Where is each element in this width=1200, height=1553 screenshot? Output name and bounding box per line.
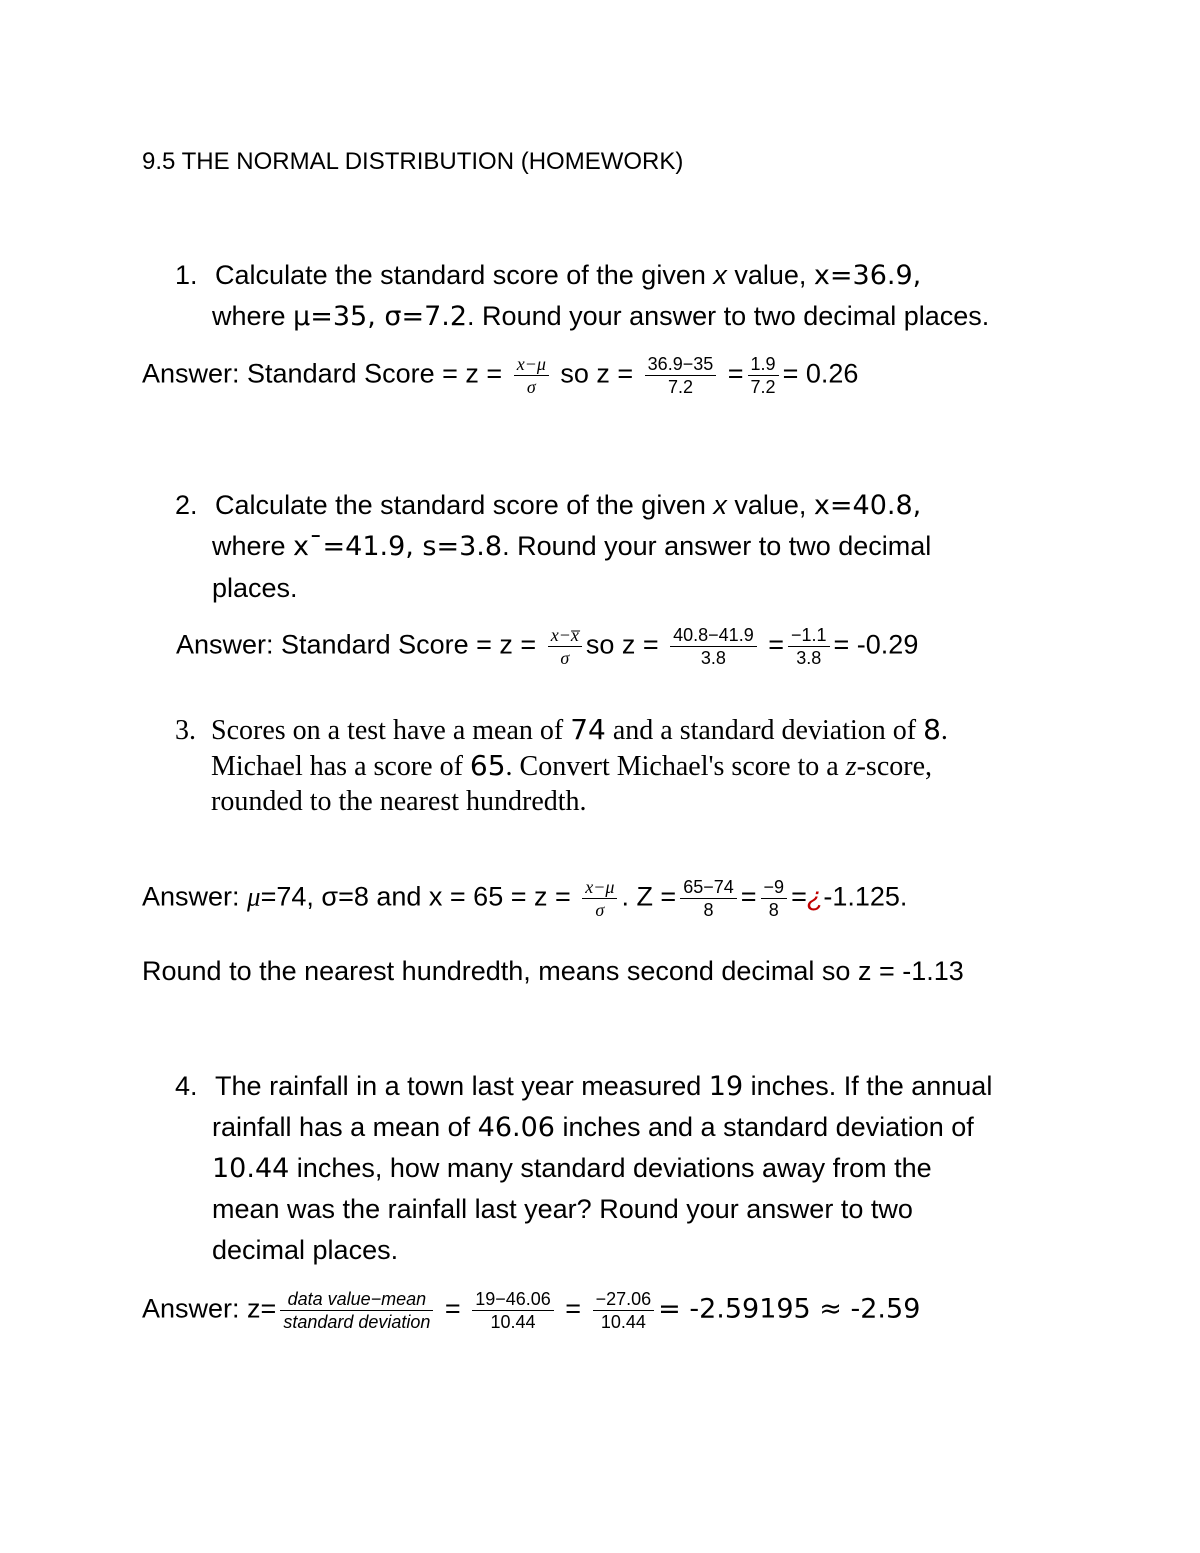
question-4-text-c: rainfall has a mean of xyxy=(212,1112,478,1142)
answer-3-simplified-numerator: −9 xyxy=(761,878,788,899)
question-3-text-d: Michael has a score of xyxy=(211,751,470,782)
answer-1-formula-numerator: x−μ xyxy=(514,355,549,376)
question-1-text-b: value, xyxy=(726,260,814,290)
question-3-text-f: -score, xyxy=(856,751,933,782)
answer-3-result: -1.125. xyxy=(823,881,908,912)
answer-4-simplified xyxy=(593,1290,655,1331)
answer-2-substitution xyxy=(670,626,757,667)
answer-4-formula-denominator: standard deviation xyxy=(283,1312,431,1332)
answer-2-formula xyxy=(548,626,582,667)
question-2-number: 2. xyxy=(175,490,198,520)
question-4-value-2: 46.06 xyxy=(477,1112,555,1143)
answer-1-equals: = xyxy=(720,358,744,389)
answer-4-prefix: Answer: z= xyxy=(142,1293,277,1324)
question-3-text-e: . Convert Michael's score to a xyxy=(505,751,846,782)
question-2-text-d: . Round your answer to two decimal xyxy=(502,531,932,561)
question-4-line-5: decimal places. xyxy=(212,1235,399,1265)
question-4-line-3 xyxy=(212,1155,932,1182)
answer-4-equals-1: = xyxy=(437,1293,469,1324)
answer-3-mu: μ xyxy=(247,881,261,912)
answer-1-substitution-numerator: 36.9−35 xyxy=(645,355,717,376)
answer-2-formula-numerator: x−x̅ xyxy=(548,626,582,647)
question-4-line-4: mean was the rainfall last year? Round your answer to two xyxy=(212,1194,913,1224)
question-3-line-2 xyxy=(211,749,933,782)
question-1-text-a: Calculate the standard score of the given xyxy=(215,260,714,290)
answer-1 xyxy=(142,355,858,396)
question-3-mean: 74 xyxy=(570,713,606,746)
question-1-line-1 xyxy=(175,262,921,289)
answer-2-substitution-numerator: 40.8−41.9 xyxy=(670,626,757,647)
question-2-text-b: value, xyxy=(726,490,814,520)
question-3-score: 65 xyxy=(469,749,506,782)
answer-1-result: = 0.26 xyxy=(782,358,859,389)
question-3-z-italic: z xyxy=(845,751,857,782)
question-4-number: 4. xyxy=(175,1071,198,1101)
answer-4 xyxy=(142,1290,920,1331)
answer-1-so-z: so z = xyxy=(552,358,641,389)
answer-3-equals: = xyxy=(740,881,757,912)
question-3-text-b: and a standard deviation of xyxy=(605,715,924,746)
answer-1-substitution-denominator: 7.2 xyxy=(667,377,693,397)
question-2-x-var: x xyxy=(713,490,727,520)
question-4-value-1: 19 xyxy=(708,1071,744,1102)
question-3-sd: 8 xyxy=(923,713,941,746)
answer-4-simplified-numerator: −27.06 xyxy=(593,1290,655,1311)
answer-3-substitution-numerator: 65−74 xyxy=(680,878,737,899)
answer-2-equals: = xyxy=(760,629,784,660)
answer-3-formula-denominator: σ xyxy=(595,900,605,920)
answer-3-substitution-denominator: 8 xyxy=(703,900,714,920)
question-3-text-a: Scores on a test have a mean of xyxy=(211,715,571,746)
answer-3-red-mark: ¿ xyxy=(806,881,824,912)
question-2-text-c: where xyxy=(212,531,294,561)
question-3-number: 3. xyxy=(175,715,196,746)
question-2-line-2 xyxy=(212,533,931,560)
question-3-text-c: . xyxy=(940,715,948,746)
question-2-x-value: x=40.8, xyxy=(813,490,922,521)
question-3-line-1 xyxy=(175,713,948,746)
answer-3-rounding: Round to the nearest hundredth, means second decimal so z = -1.13 xyxy=(142,956,964,986)
question-4-text-d: inches and a standard deviation of xyxy=(554,1112,974,1142)
page-title: 9.5 THE NORMAL DISTRIBUTION (HOMEWORK) xyxy=(142,148,684,175)
question-2-line-3: places. xyxy=(212,573,298,603)
answer-4-substitution xyxy=(472,1290,554,1331)
answer-4-simplified-denominator: 10.44 xyxy=(600,1312,646,1332)
question-1-x-var: x xyxy=(713,260,727,290)
question-4-text-e: inches, how many standard deviations away from the xyxy=(289,1153,932,1183)
question-4-line-2 xyxy=(212,1114,974,1141)
question-1-text-d: . Round your answer to two decimal places. xyxy=(467,301,990,331)
answer-1-formula xyxy=(514,355,549,396)
answer-2 xyxy=(176,626,918,667)
question-2-params: x¯=41.9, s=3.8 xyxy=(293,531,503,562)
answer-1-simplified-denominator: 7.2 xyxy=(750,377,776,397)
answer-2-formula-denominator: σ xyxy=(560,648,570,668)
question-4-value-3: 10.44 xyxy=(212,1153,290,1184)
question-1-params: μ=35, σ=7.2 xyxy=(293,301,468,332)
question-4-text-b: inches. If the annual xyxy=(743,1071,993,1101)
answer-4-substitution-numerator: 19−46.06 xyxy=(472,1290,554,1311)
answer-2-prefix: Answer: Standard Score = z = xyxy=(176,629,544,660)
answer-4-substitution-denominator: 10.44 xyxy=(490,1312,536,1332)
answer-2-substitution-denominator: 3.8 xyxy=(700,648,726,668)
answer-4-formula xyxy=(280,1290,433,1331)
answer-4-equals-2: = xyxy=(557,1293,589,1324)
answer-2-simplified-numerator: −1.1 xyxy=(788,626,830,647)
question-2-line-1 xyxy=(175,492,921,519)
answer-4-formula-numerator: data value−mean xyxy=(280,1290,433,1311)
answer-3-prefix: Answer: xyxy=(142,881,248,912)
answer-3-values: =74, σ=8 and x = 65 = z = xyxy=(260,881,579,912)
answer-2-so-z: so z = xyxy=(585,629,667,660)
question-3-line-3: rounded to the nearest hundredth. xyxy=(211,786,587,817)
answer-1-substitution xyxy=(645,355,717,396)
answer-3-formula-numerator: x−μ xyxy=(582,878,617,899)
question-1-text-c: where xyxy=(212,301,294,331)
answer-3-z-eq: . Z = xyxy=(621,881,677,912)
question-2-text-a: Calculate the standard score of the given xyxy=(215,490,714,520)
answer-3-simplified xyxy=(761,878,788,919)
answer-2-simplified-denominator: 3.8 xyxy=(796,648,822,668)
question-4-text-a: The rainfall in a town last year measured xyxy=(215,1071,709,1101)
question-4-line-1 xyxy=(175,1073,992,1100)
answer-3 xyxy=(142,878,907,919)
answer-1-prefix: Answer: Standard Score = z = xyxy=(142,358,510,389)
answer-1-formula-denominator: σ xyxy=(526,377,536,397)
answer-4-result: = -2.59195 ≈ -2.59 xyxy=(658,1293,921,1325)
answer-1-simplified-numerator: 1.9 xyxy=(748,355,779,376)
answer-2-result: = -0.29 xyxy=(833,629,919,660)
question-1-number: 1. xyxy=(175,260,198,290)
answer-3-simplified-denominator: 8 xyxy=(768,900,779,920)
answer-3-formula xyxy=(582,878,617,919)
answer-3-substitution xyxy=(680,878,737,919)
question-1-line-2 xyxy=(212,303,989,330)
answer-2-simplified xyxy=(788,626,830,667)
answer-1-simplified xyxy=(748,355,779,396)
answer-3-equals-2: = xyxy=(791,881,807,912)
question-1-x-value: x=36.9, xyxy=(813,260,922,291)
